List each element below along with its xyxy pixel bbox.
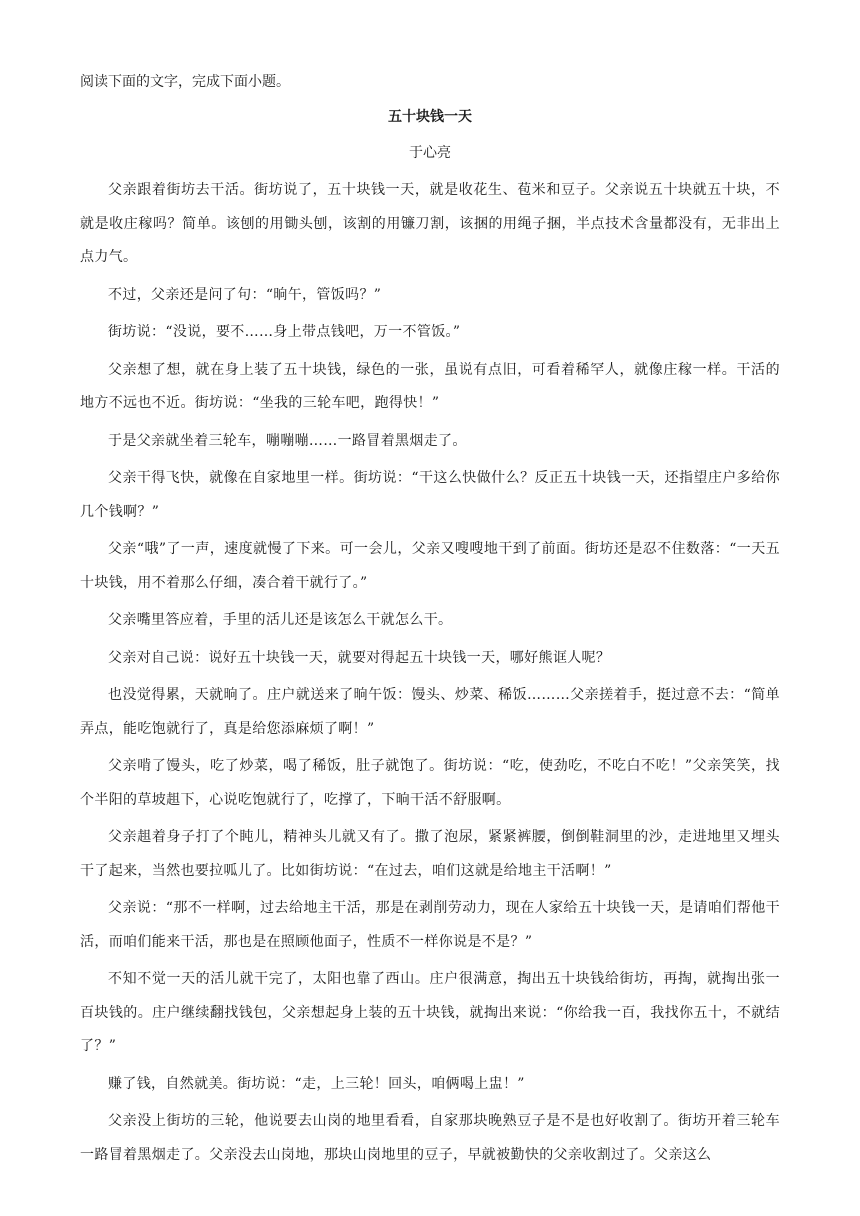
article-paragraph: 也没觉得累，天就晌了。庄户就送来了晌午饭：馒头、炒菜、稀饭………父亲搓着手，挺过意不去：“简单弄点，能吃饱就行了，真是给您添麻烦了啊！” (80, 687, 780, 737)
article-paragraph: 父亲对自己说：说好五十块钱一天，就要对得起五十块钱一天，哪好熊诓人呢？ (108, 649, 611, 666)
article-title: 五十块钱一天 (388, 109, 472, 125)
article-paragraph: 父亲干得飞快，就像在自家地里一样。街坊说：“干这么快做什么？反正五十块钱一天，还指望庄户多给你几个钱啊？” (80, 470, 780, 520)
article-paragraph: 父亲没上街坊的三轮，他说要去山岗的地里看看，自家那块晚熟豆子是不是也好收割了。街坊开着三轮车一路冒着黑烟走了。父亲没去山岗地，那块山岗地里的豆子，早就被勤快的父亲收割过了。父亲这么 (80, 1113, 780, 1163)
article-paragraph: 父亲说：“那不一样啊，过去给地主干活，那是在剥削劳动力，现在人家给五十块钱一天，是请咱们帮他干活，而咱们能来干活，那也是在照顾他面子，性质不一样你说是不是？” (80, 900, 780, 950)
article-body (80, 174, 780, 1176)
article-paragraph: 父亲跟着街坊去干活。街坊说了，五十块钱一天，就是收花生、苞米和豆子。父亲说五十块就五十块，不就是收庄稼吗？简单。该刨的用锄头刨，该割的用镰刀割，该捆的用绳子捆，半点技术含量都没有，无非出上点力气。 (80, 182, 780, 265)
article-paragraph: 父亲“哦”了一声，速度就慢了下来。可一会儿，父亲又嗖嗖地干到了前面。街坊还是忍不住数落：“一天五十块钱，用不着那么仔细，凑合着干就行了。” (80, 541, 780, 591)
reading-instruction: 阅读下面的文字，完成下面小题。 (80, 74, 290, 90)
article-paragraph: 不过，父亲还是问了句：“晌午，管饭吗？” (108, 286, 382, 303)
article-paragraph: 父亲趄着身子打了个盹儿，精神头儿就又有了。撒了泡尿，紧紧裤腰，倒倒鞋洞里的沙，走进地里又埋头干了起来，当然也要拉呱儿了。比如街坊说：“在过去，咱们这就是给地主干活啊！” (80, 829, 780, 879)
article-paragraph: 赚了钱，自然就美。街坊说：“走，上三轮！回头，咱俩喝上盅！” (108, 1075, 525, 1092)
article-paragraph: 于是父亲就坐着三轮车，嘣嘣嘣……一路冒着黑烟走了。 (108, 432, 467, 449)
article-paragraph: 父亲想了想，就在身上装了五十块钱，绿色的一张，虽说有点旧，可看着稀罕人，就像庄稼一样。干活的地方不远也不近。街坊说：“坐我的三轮车吧，跑得快！” (80, 361, 780, 411)
article-paragraph: 街坊说：“没说，要不……身上带点钱吧，万一不管饭。” (108, 324, 461, 340)
article-paragraph: 父亲啃了馒头，吃了炒菜，喝了稀饭，肚子就饱了。街坊说：“吃，使劲吃，不吃白不吃！”父亲笑笑，找个半阳的草坡趄下，心说吃饱就行了，吃撑了，下晌干活不舒服啊。 (80, 758, 780, 808)
article-paragraph: 不知不觉一天的活儿就干完了，太阳也靠了西山。庄户很满意，掏出五十块钱给街坊，再掏，就掏出张一百块钱的。庄户继续翻找钱包，父亲想起身上装的五十块钱，就掏出来说：“你给我一百，我找你五十，不就结了？” (80, 971, 780, 1054)
article-author: 于心亮 (409, 145, 451, 161)
article-paragraph: 父亲嘴里答应着，手里的活儿还是该怎么干就怎么干。 (108, 612, 453, 628)
